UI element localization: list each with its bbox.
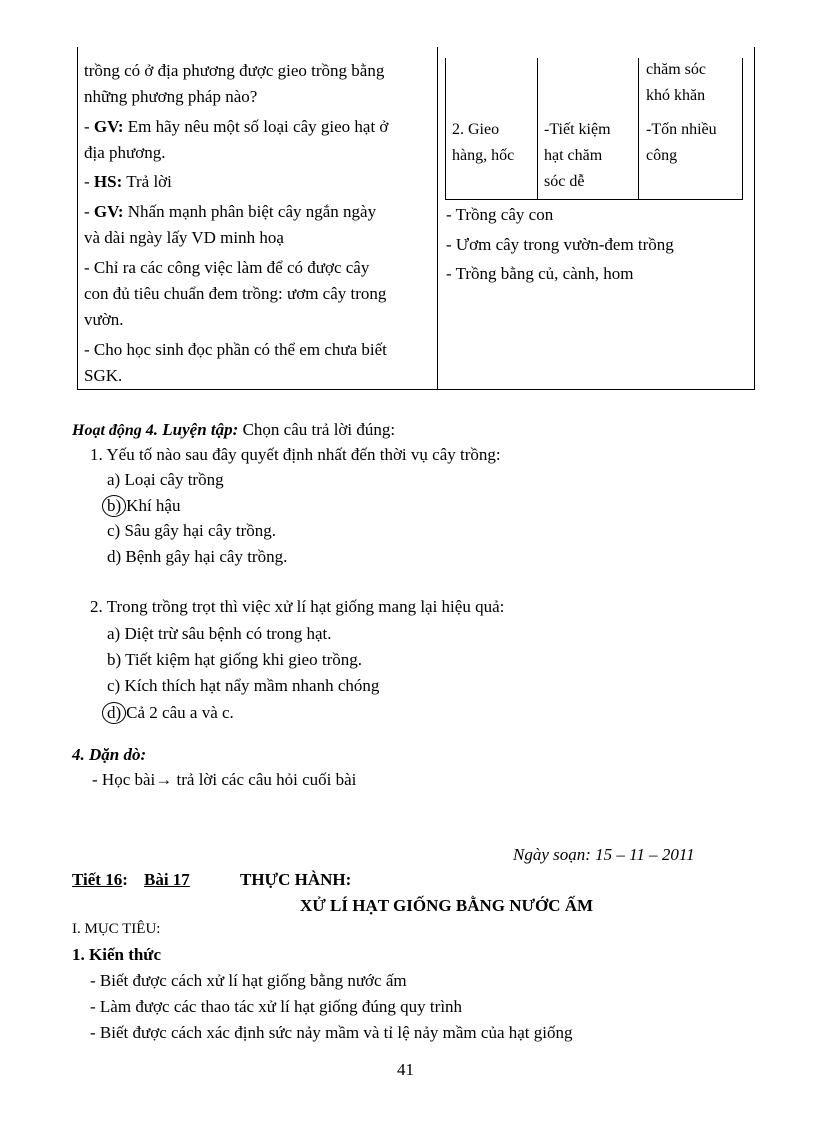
line-text: trồng có ở địa phương được gieo trồng bằng [84,61,385,80]
answer-option: d) Bệnh gây hại cây trồng. [107,547,288,566]
answer-option: a) Diệt trừ sâu bệnh có trong hạt. [107,624,332,643]
answer-option: c) Kích thích hạt nẩy mầm nhanh chóng [107,676,380,695]
homework-text: trả lời các câu hỏi cuối bài [172,770,357,789]
line-text: Nhấn mạnh phân biệt cây ngắn ngày [123,202,377,221]
content-line: - Trồng cây con [446,205,554,224]
content-line: - Ươm cây trong vườn-đem trồng [446,235,674,254]
homework-text: - Học bài [92,770,156,789]
inner-cell-advantage: sóc dễ [544,173,585,190]
activity-number: Hoạt động 4 [72,422,154,439]
answer-option: b) Tiết kiệm hạt giống khi gieo trồng. [107,650,362,669]
objective-item: - Làm được các thao tác xử lí hạt giống đúng quy trình [90,997,463,1016]
objective-item: - Biết được cách xử lí hạt giống bằng nước ấm [90,971,407,990]
speaker-label: GV: [93,117,124,136]
bullet-dash: - [84,202,94,221]
inner-cell-top-line1: chăm sóc [646,61,706,78]
subsection-heading: 1. Kiến thức [72,945,162,964]
answer-option-correct [102,495,180,517]
line-text: SGK. [84,366,123,385]
page-number: 41 [397,1060,414,1079]
line-text: và dài ngày lấy VD minh hoạ [84,228,284,247]
answer-option: c) Sâu gây hại cây trồng. [107,521,276,540]
activity-line [84,84,257,110]
bullet-dash: - [84,117,94,136]
inner-table-divider [537,58,538,200]
activity-instruction: Chọn câu trả lời đúng: [238,420,396,439]
bullet-dash: - [84,172,94,191]
content-line: - Trồng bằng củ, cành, hom [446,264,634,283]
section-heading: I. MỤC TIÊU: [72,921,161,937]
activity-line [84,255,369,281]
line-text: địa phương. [84,143,166,162]
homework-heading: 4. Dặn dò: [72,745,147,764]
activity-line [84,225,284,251]
question-1: 1. Yếu tố nào sau đây quyết định nhất đến thời vụ cây trồng: [90,445,501,464]
arrow-right-icon: → [155,770,173,789]
prep-date: Ngày soạn: 15 – 11 – 2011 [513,845,695,864]
line-text: Em hãy nêu một số loại cây gieo hạt ở [123,117,389,136]
activity-line [84,363,122,389]
lesson-subtitle: XỬ LÍ HẠT GIỐNG BẰNG NƯỚC ẤM [300,896,594,915]
answer-option: a) Loại cây trồng [107,470,224,489]
line-text: vườn. [84,310,124,329]
inner-cell-top-line2: khó khăn [646,87,706,104]
activity-line [84,199,376,225]
inner-cell-advantage: -Tiết kiệm [544,121,611,138]
speaker-label: HS: [93,172,123,191]
activity-line [84,169,172,195]
activity-line [84,281,386,307]
inner-cell-disadvantage: công [646,147,678,164]
line-text: Trả lời [122,172,172,191]
line-text: những phương pháp nào? [84,87,258,106]
answer-circle-mark: d) [102,702,126,724]
answer-option-correct [102,702,234,724]
activity-heading [72,420,395,440]
line-text: - Chỉ ra các công việc làm để có được cây [84,258,370,277]
lesson-period [72,870,128,890]
activity-line [84,114,388,140]
period-colon: : [122,870,128,889]
activity-line [84,58,384,84]
line-text: con đủ tiêu chuẩn đem trồng: ươm cây trong [84,284,387,303]
answer-circle-mark: b) [102,495,126,517]
question-2: 2. Trong trồng trọt thì việc xử lí hạt giống mang lại hiệu quả: [90,597,505,616]
homework-item [92,770,356,790]
activity-line [84,337,387,363]
answer-text: Cả 2 câu a và c. [126,703,234,722]
inner-table-divider [638,58,639,200]
lesson-number: Bài 17 [144,870,190,889]
inner-cell-disadvantage: -Tốn nhiều [646,121,717,138]
inner-cell-method: hàng, hốc [452,147,515,164]
activity-line [84,140,165,166]
activity-line [84,307,123,333]
speaker-label: GV: [93,202,124,221]
line-text: - Cho học sinh đọc phần có thể em chưa biết [84,340,387,359]
inner-cell-advantage: hạt chăm [544,147,603,164]
inner-cell-method: 2. Gieo [452,121,500,138]
period-number: Tiết 16 [72,870,123,889]
lesson-title: THỰC HÀNH: [240,870,352,889]
table-column-divider [437,47,438,390]
answer-text: Khí hậu [126,496,181,515]
objective-item: - Biết được cách xác định sức nảy mầm và tỉ lệ nảy mầm của hạt giống [90,1023,573,1042]
activity-title: . Luyện tập: [153,420,239,439]
